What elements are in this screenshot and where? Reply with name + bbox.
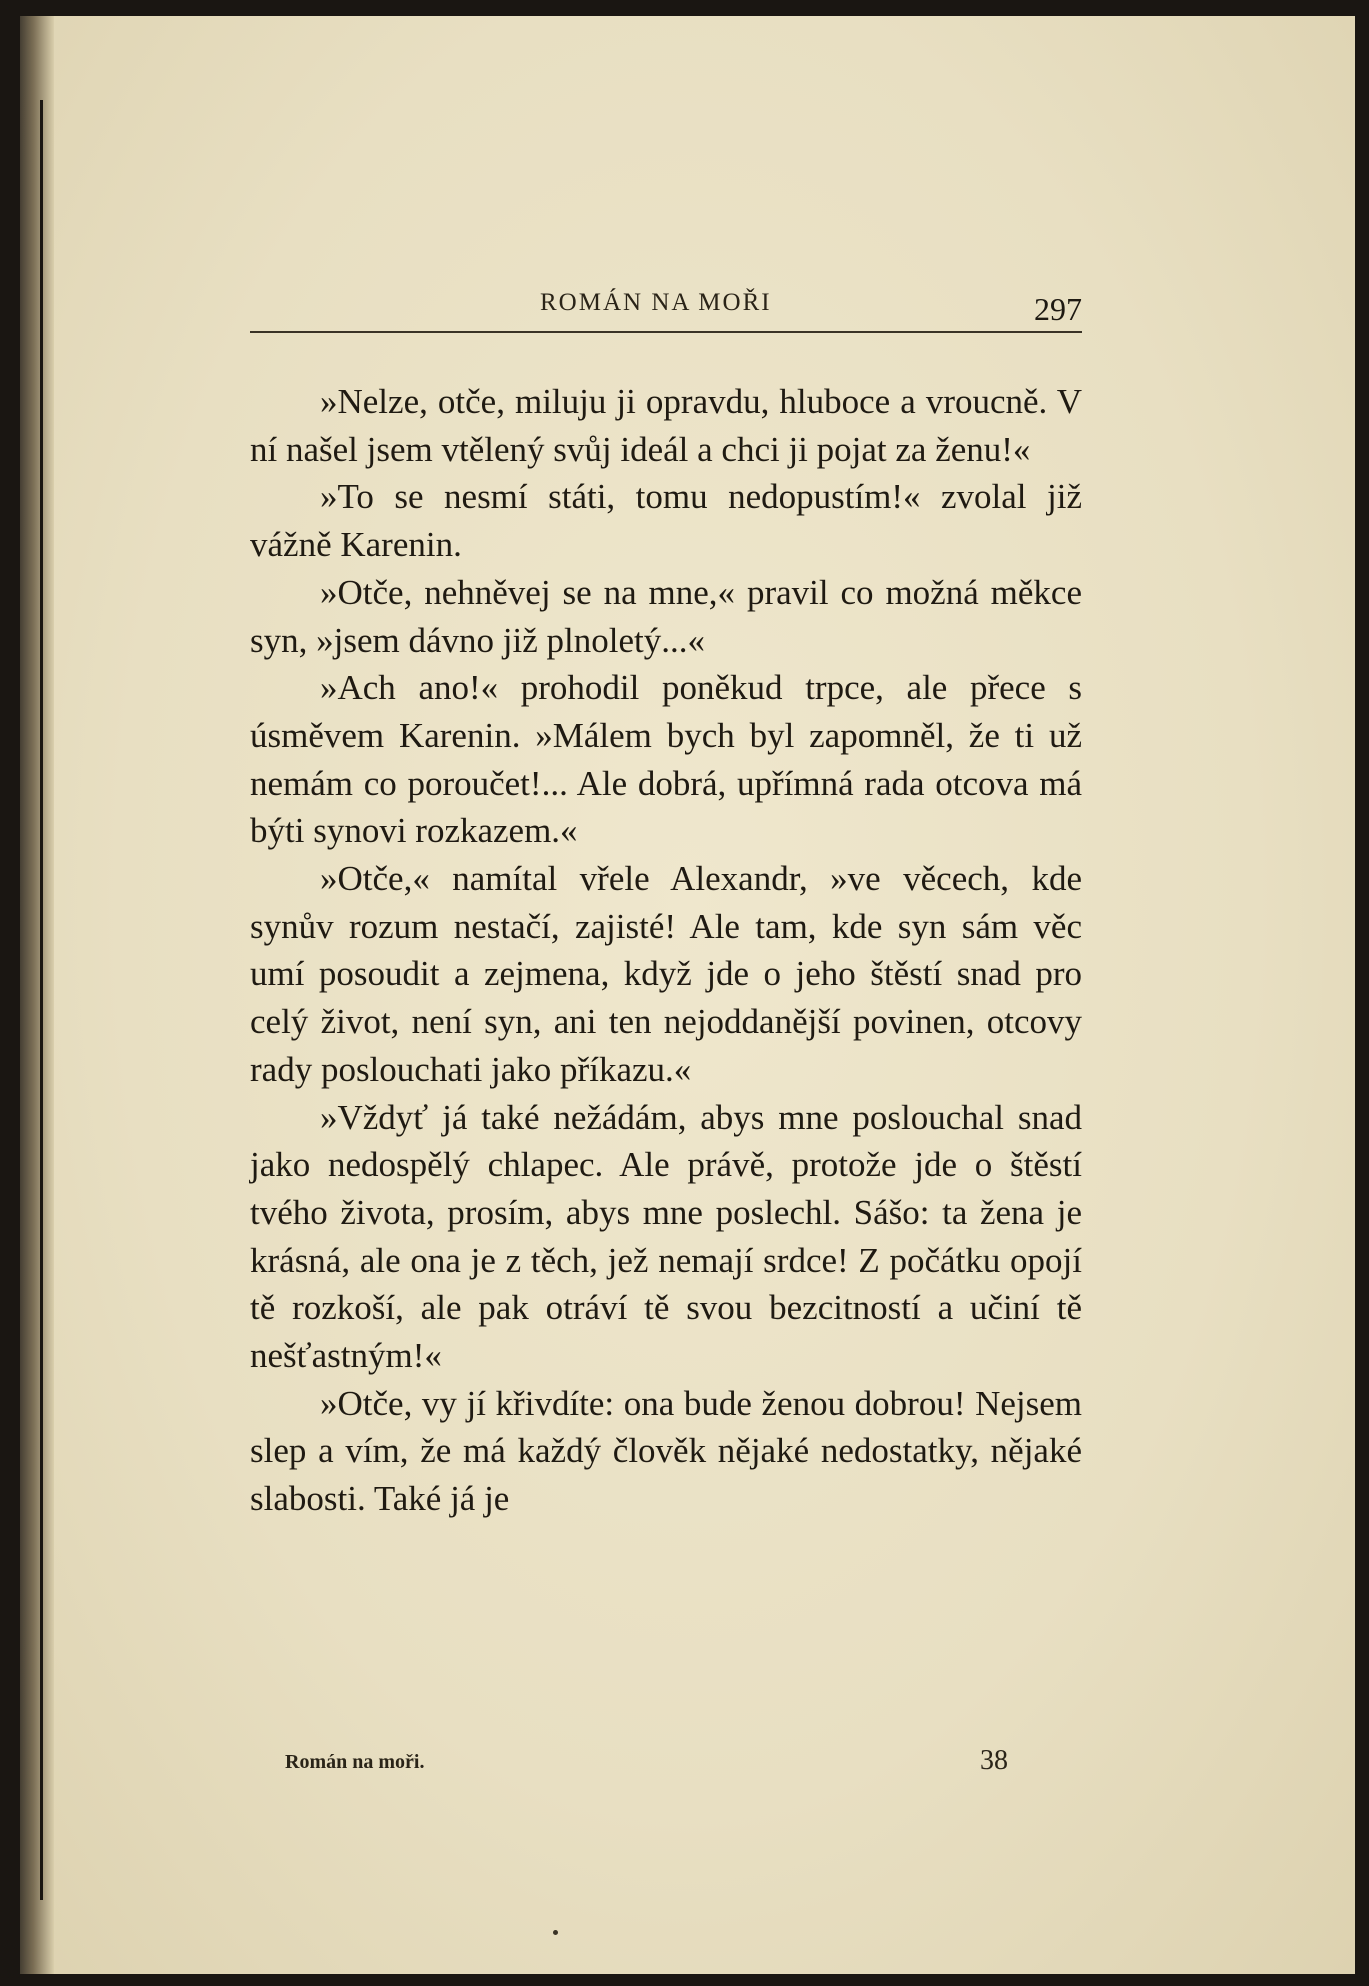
running-header bbox=[250, 285, 1082, 335]
page-number: 297 bbox=[1034, 291, 1082, 327]
paragraph: »To se nesmí státi, tomu nedopustím!« zvolal již vážně Karenin. bbox=[250, 477, 1082, 565]
paragraph: »Otče,« namítal vřele Alexandr, »ve věcech, kde synův rozum nestačí, zajisté! Ale tam, kde syn sám věc umí posoudit a zejmena, když jde o jeho štěstí snad pro celý život, není syn, ani ten nejoddanější povinen, otcovy rady poslouchati jako příkazu.« bbox=[250, 859, 1082, 1089]
paragraph: »Vždyť já také nežádám, abys mne poslouchal snad jako nedospělý chlapec. Ale právě, protože jde o štěstí tvého života, prosím, abys mne poslechl. Sášo: ta žena je krásná, ale ona je z těch, jež nemají srdce! Z počátku opojí tě rozkoší, ale pak otráví tě svou bezcitností a učiní tě nešťastným!« bbox=[250, 1097, 1082, 1376]
paragraph: »Nelze, otče, miluju ji opravdu, hluboce a vroucně. V ní našel jsem vtělený svůj ideál a chci ji pojat za ženu!« bbox=[250, 382, 1082, 469]
paragraph: »Ach ano!« prohodil poněkud trpce, ale přece s úsměvem Karenin. »Málem bych byl zapomněl, že ti už nemám co poroučet!... Ale dobrá, upřímná rada otcova má býti synovi rozkazem.« bbox=[250, 668, 1082, 851]
paragraph: »Otče, vy jí křivdíte: ona bude ženou dobrou! Nejsem slep a vím, že má každý člověk nějaké nedostatky, nějaké slabosti. Také já je bbox=[250, 1383, 1082, 1519]
header-rule bbox=[250, 331, 1082, 333]
paragraph: »Otče, nehněvej se na mne,« pravil co možná měkce syn, »jsem dávno již plnoletý...« bbox=[250, 572, 1082, 660]
page-binding-edge bbox=[20, 16, 54, 1974]
running-title: ROMÁN NA MOŘI bbox=[540, 289, 772, 316]
paper-speck bbox=[553, 1930, 558, 1935]
binding-thread bbox=[40, 100, 43, 1900]
body-text bbox=[250, 378, 1082, 1523]
signature-mark: 38 bbox=[980, 1745, 1008, 1776]
footer-book-title: Román na moři. bbox=[285, 1751, 425, 1773]
